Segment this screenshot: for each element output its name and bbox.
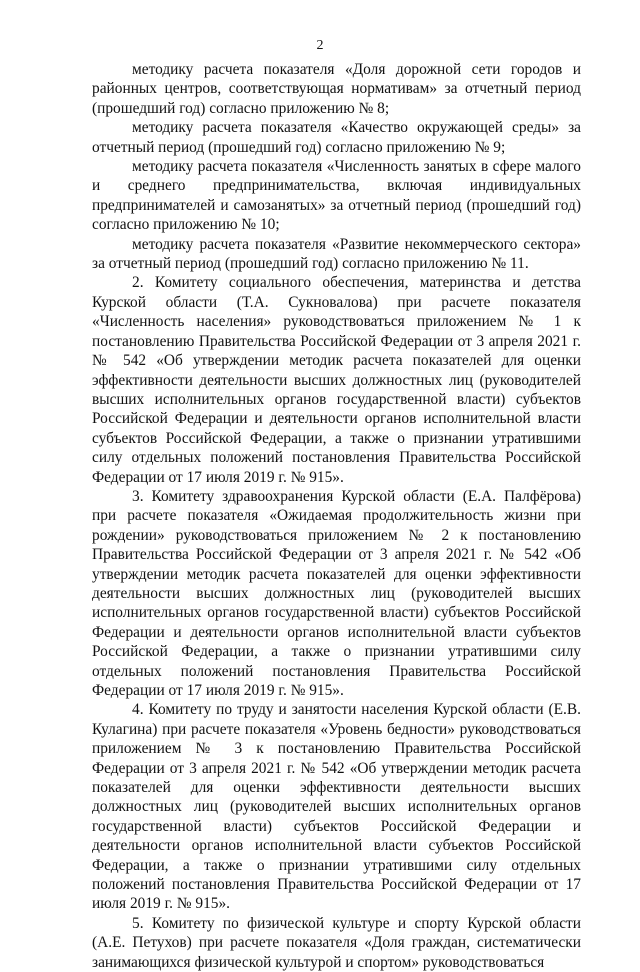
paragraph-item-5: 5. Комитету по физической культуре и спорту Курской области (А.Е. Петухов) при расчете показателя «Доля граждан, систематически занимающихся физической культурой и спортом» руководствоваться (92, 914, 581, 971)
paragraph-method-11: методику расчета показателя «Развитие некоммерческого сектора» за отчетный период (прошедший год) согласно приложению № 11. (92, 235, 581, 273)
paragraph-method-8: методику расчета показателя «Доля дорожной сети городов и районных центров, соответствующая нормативам» за отчетный период (прошедший год) согласно приложению № 8; (92, 61, 581, 117)
document-body (92, 60, 581, 972)
paragraph-method-9: методику расчета показателя «Качество окружающей среды» за отчетный период (прошедший год) согласно приложению № 9; (92, 119, 581, 156)
page-number: 2 (316, 38, 324, 53)
paragraph-item-2: 2. Комитету социального обеспечения, материнства и детства Курской области (Т.А. Сукновалова) при расчете показателя «Численность населения» руководствоваться приложением № 1 к постановлению Правительства Российской Федерации от 3 апреля 2021 г. № 542 «Об утверждении методик расчета показателей для оценки эффективности деятельности высших должностных лиц (руководителей высших исполнительных органов государственной власти) субъектов Российской Федерации и деятельности органов исполнительной власти субъектов Российской Федерации, а также о признании утратившими силу отдельных положений постановления Правительства Российской Федерации от 17 июля 2019 г. № 915». (92, 274, 581, 486)
paragraph-method-10: методику расчета показателя «Численность занятых в сфере малого и среднего предпринимательства, включая индивидуальных предпринимателей и самозанятых» за отчетный период (прошедший год) согласно приложению № 10; (92, 158, 581, 234)
paragraph-item-3: 3. Комитету здравоохранения Курской области (Е.А. Палфёрова) при расчете показателя «Ожидаемая продолжительность жизни при рождении» руководствоваться приложением № 2 к постановлению Правительства Российской Федерации от 3 апреля 2021 г. № 542 «Об утверждении методик расчета показателей для оценки эффективности деятельности высших должностных лиц (руководителей высших исполнительных органов государственной власти) субъектов Российской Федерации и деятельности органов исполнительной власти субъектов Российской Федерации, а также о признании утратившими силу отдельных положений постановления Правительства Российской Федерации от 17 июля 2019 г. № 915». (92, 487, 581, 699)
paragraph-item-4: 4. Комитету по труду и занятости населения Курской области (Е.В. Кулагина) при расчете показателя «Уровень бедности» руководствоваться приложением № 3 к постановлению Правительства Российской Федерации от 3 апреля 2021 г. № 542 «Об утверждении методик расчета показателей для оценки эффективности деятельности высших должностных лиц (руководителей высших исполнительных органов государственной власти) субъектов Российской Федерации и деятельности органов исполнительной власти субъектов Российской Федерации, а также о признании утратившими силу отдельных положений постановления Правительства Российской Федерации от 17 июля 2019 г. № 915». (92, 701, 581, 913)
